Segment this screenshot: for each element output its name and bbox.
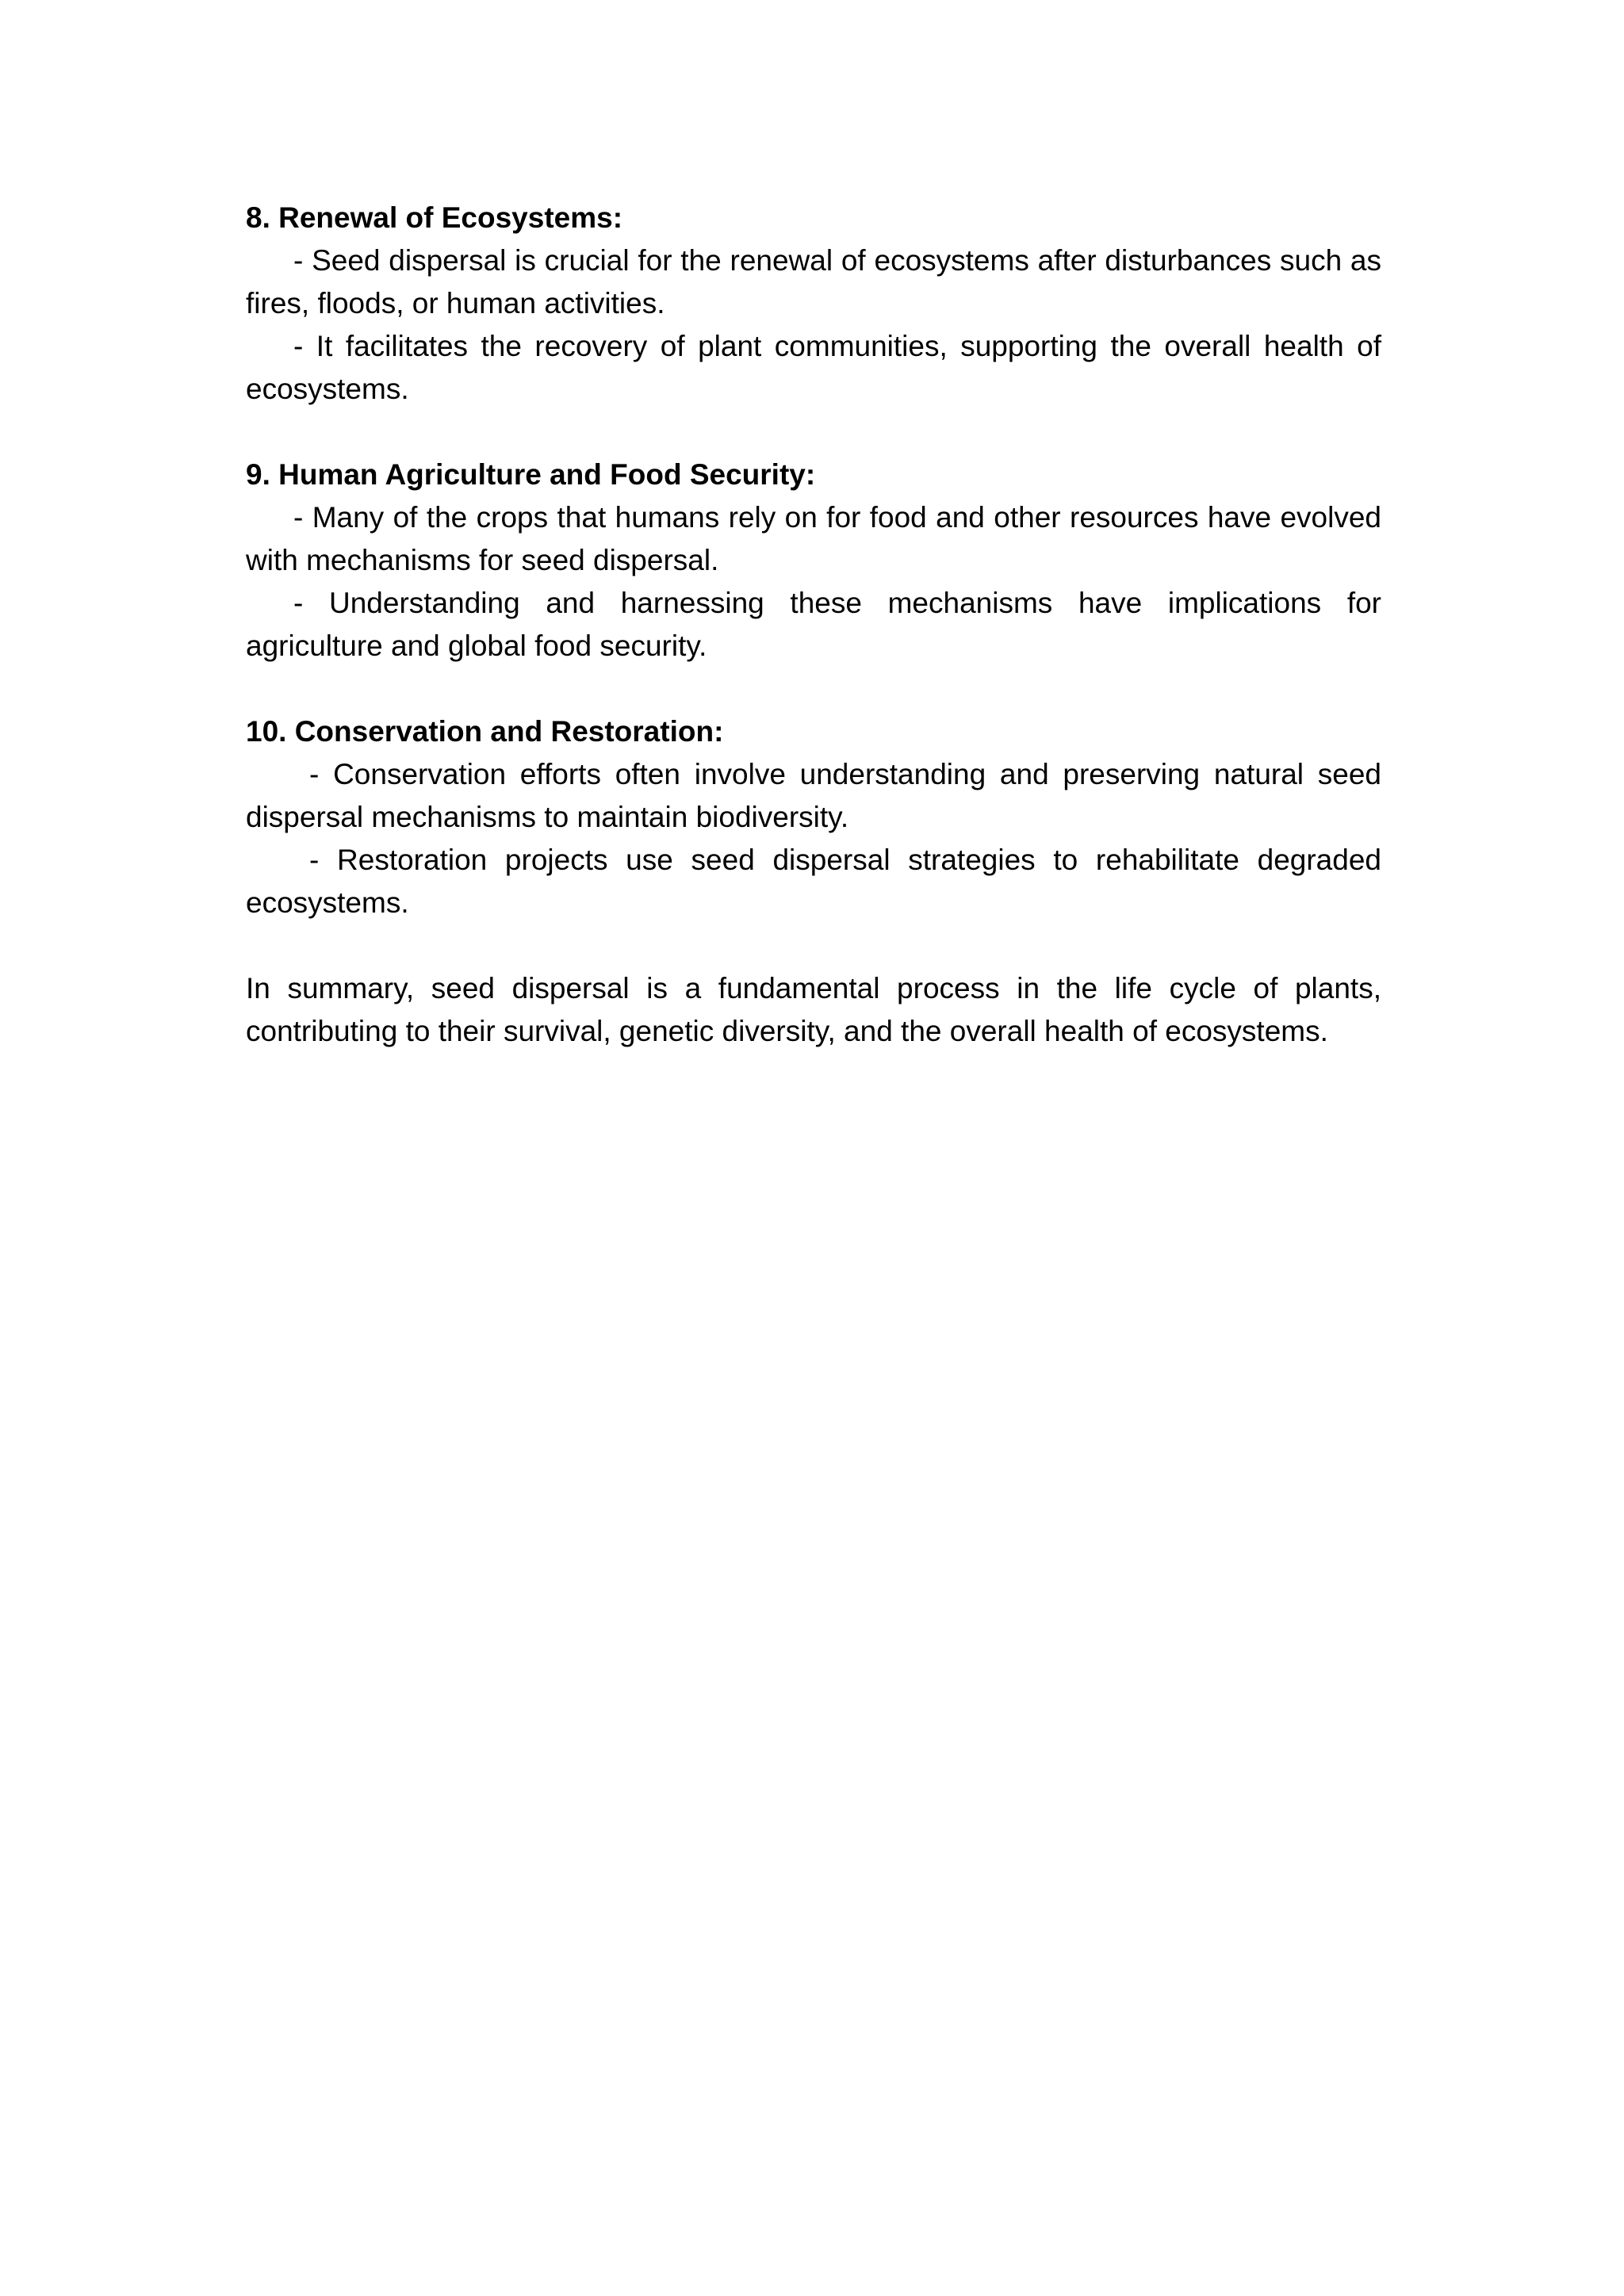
- section-heading: 9. Human Agriculture and Food Security:: [246, 458, 816, 491]
- summary-paragraph: In summary, seed dispersal is a fundamental process in the life cycle of plants, contributing to their survival, genetic diversity, and the overall health of ecosystems.: [246, 972, 1381, 1047]
- bullet-paragraph: - Understanding and harnessing these mechanisms have implications for agriculture and global food security.: [246, 587, 1381, 662]
- document-body: [246, 197, 1381, 1053]
- section-heading: 10. Conservation and Restoration:: [246, 715, 724, 748]
- bullet-paragraph: - Seed dispersal is crucial for the renewal of ecosystems after disturbances such as fires, floods, or human activities.: [246, 244, 1381, 320]
- section-heading: 8. Renewal of Ecosystems:: [246, 201, 623, 234]
- bullet-paragraph: - Many of the crops that humans rely on for food and other resources have evolved with mechanisms for seed dispersal.: [246, 501, 1381, 576]
- section-renewal-of-ecosystems: [246, 197, 1381, 411]
- bullet-paragraph: - Restoration projects use seed dispersal strategies to rehabilitate degraded ecosystems.: [246, 844, 1381, 919]
- bullet-paragraph: - It facilitates the recovery of plant communities, supporting the overall health of ecosystems.: [246, 330, 1381, 405]
- section-human-agriculture: [246, 453, 1381, 668]
- section-conservation-and-restoration: [246, 710, 1381, 924]
- bullet-paragraph: - Conservation efforts often involve understanding and preserving natural seed dispersal mechanisms to maintain biodiversity.: [246, 758, 1381, 833]
